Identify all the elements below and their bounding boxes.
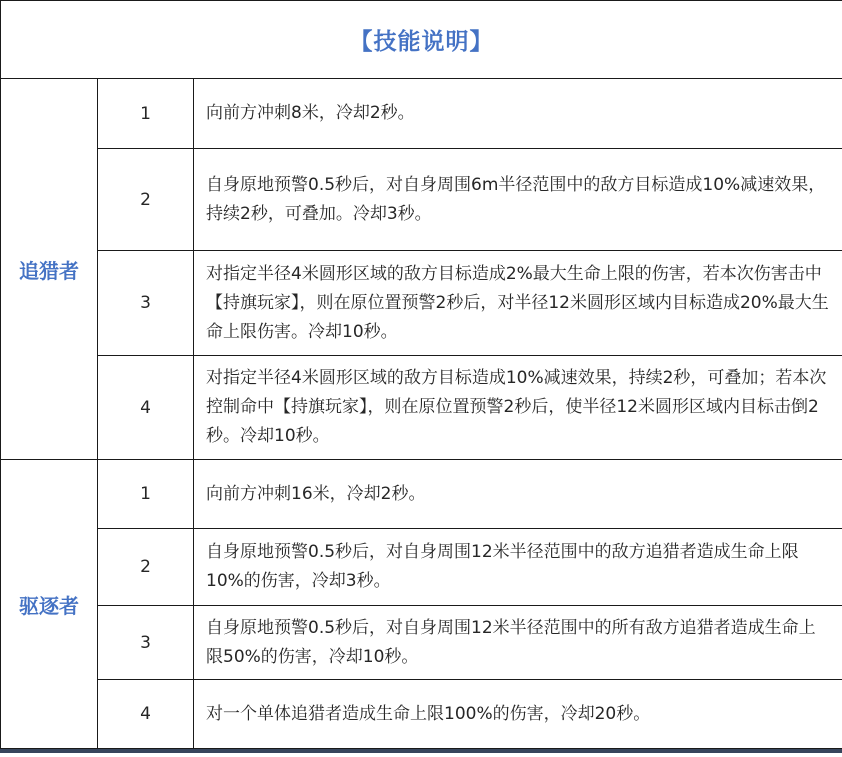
table-row (1, 79, 842, 149)
skill-number: 4 (98, 680, 194, 749)
table-bottom-thick-border (0, 749, 842, 753)
group-label-quzhuzhe: 驱逐者 (1, 460, 98, 749)
skill-number: 3 (98, 606, 194, 680)
skill-number: 1 (98, 79, 194, 149)
skill-description: 自身原地预警0.5秒后，对自身周围12米半径范围中的所有敌方追猎者造成生命上限50%的伤害，冷却10秒。 (194, 606, 842, 680)
table-row (1, 460, 842, 529)
table-title: 【技能说明】 (1, 1, 842, 79)
skill-description: 自身原地预警0.5秒后，对自身周围6m半径范围中的敌方目标造成10%减速效果，持续2秒，可叠加。冷却3秒。 (194, 149, 842, 251)
skill-description: 对指定半径4米圆形区域的敌方目标造成2%最大生命上限的伤害，若本次伤害击中【持旗玩家】，则在原位置预警2秒后，对半径12米圆形区域内目标造成20%最大生命上限伤害。冷却10秒。 (194, 251, 842, 356)
skill-number: 2 (98, 149, 194, 251)
table-row (1, 251, 842, 356)
skill-number: 2 (98, 529, 194, 606)
skill-number: 4 (98, 356, 194, 460)
table-row (1, 529, 842, 606)
skill-description: 向前方冲刺16米，冷却2秒。 (194, 460, 842, 529)
skill-description: 对一个单体追猎者造成生命上限100%的伤害，冷却20秒。 (194, 680, 842, 749)
table-row (1, 356, 842, 460)
group-label-zhuiliezhe: 追猎者 (1, 79, 98, 460)
table-row (1, 149, 842, 251)
skill-description: 对指定半径4米圆形区域的敌方目标造成10%减速效果，持续2秒，可叠加；若本次控制命中【持旗玩家】，则在原位置预警2秒后，使半径12米圆形区域内目标击倒2秒。冷却10秒。 (194, 356, 842, 460)
skill-description: 自身原地预警0.5秒后，对自身周围12米半径范围中的敌方追猎者造成生命上限10%的伤害，冷却3秒。 (194, 529, 842, 606)
table-row (1, 606, 842, 680)
table-row (1, 680, 842, 749)
skill-description: 向前方冲刺8米，冷却2秒。 (194, 79, 842, 149)
table-title-row (1, 1, 842, 79)
skill-number: 1 (98, 460, 194, 529)
skill-number: 3 (98, 251, 194, 356)
